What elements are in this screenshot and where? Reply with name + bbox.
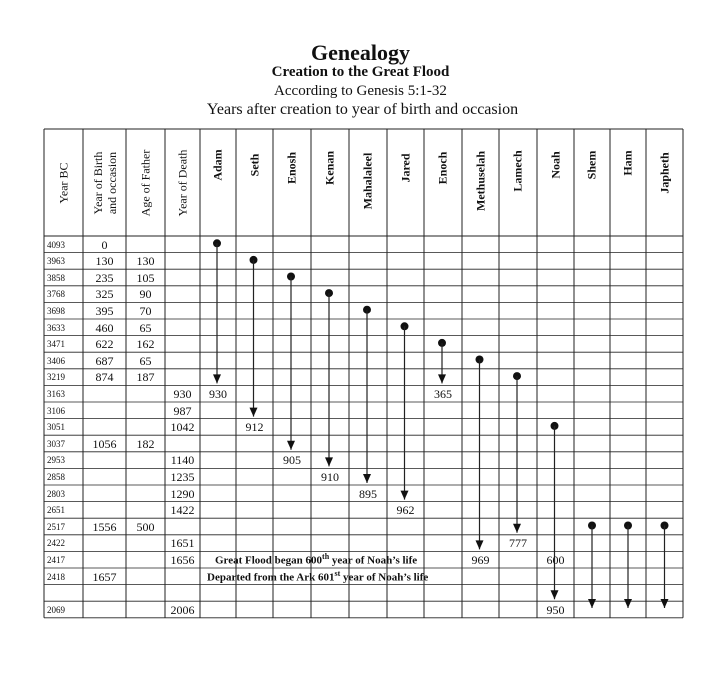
ark-departure-note-text: Departed from the Ark 601 (207, 571, 335, 584)
death-arrow (213, 374, 221, 383)
column-header-person: Shem (584, 151, 599, 180)
column-header-age-of-father: Age of Father (138, 149, 152, 217)
cell-year-of-birth: 622 (95, 337, 114, 352)
death-arrow (513, 524, 521, 533)
cell-year-of-birth: 460 (95, 320, 114, 335)
cell-year-bc: 2651 (47, 505, 65, 516)
column-header-person: Adam (210, 149, 225, 182)
column-header-person: Mahalaleel (360, 152, 375, 210)
cell-age-of-father: 130 (136, 254, 155, 269)
column-header-person: Enoch (435, 151, 450, 185)
lifespan-age-at-death: 910 (321, 469, 339, 484)
cell-year-bc: 4093 (47, 239, 65, 250)
death-arrow (250, 408, 258, 417)
lifespan-age-at-death: 969 (471, 552, 490, 567)
lifespan-age-at-death: 895 (359, 486, 377, 501)
cell-year-bc: 3106 (47, 405, 65, 416)
cell-age-of-father: 105 (136, 270, 155, 285)
column-header-person: Noah (548, 151, 562, 180)
death-arrow (661, 599, 669, 608)
cell-year-of-birth: 687 (95, 353, 114, 368)
cell-year-bc: 3037 (47, 438, 65, 449)
ark-departure-note-suffix: year of Noah’s life (340, 571, 429, 584)
cell-year-bc: 2422 (47, 538, 65, 549)
cell-age-of-father: 187 (136, 370, 155, 385)
lifespan-age-at-death: 962 (396, 503, 415, 518)
column-header-person: Seth (247, 154, 261, 177)
cell-age-of-father: 65 (139, 353, 152, 368)
column-header-year-of-birth (91, 152, 119, 215)
lifespan-age-at-death: 930 (209, 386, 227, 401)
cell-year-bc: 3219 (47, 372, 65, 383)
cell-age-of-father: 70 (139, 303, 152, 318)
cell-year-of-birth: 395 (95, 303, 114, 318)
cell-year-of-death: 1290 (170, 486, 195, 501)
column-header-year-of-birth-line1: Year of Birth (90, 151, 105, 215)
cell-year-of-death: 2006 (170, 602, 195, 617)
column-header-year-of-birth-line2: and occasion (104, 151, 119, 215)
cell-age-of-father: 90 (139, 287, 152, 302)
cell-year-bc: 3768 (47, 289, 65, 300)
cell-year-of-death: 1651 (170, 536, 195, 551)
cell-year-of-birth: 0 (101, 237, 108, 252)
lifespan-age-at-death: 777 (509, 536, 527, 551)
cell-age-of-father: 162 (136, 337, 155, 352)
cell-year-bc: 3163 (47, 388, 65, 399)
cell-year-of-death: 1140 (170, 453, 195, 468)
cell-year-of-death: 1656 (170, 552, 195, 567)
cell-year-of-birth: 874 (95, 370, 114, 385)
lifespan-age-at-death: 950 (546, 602, 565, 617)
cell-year-of-birth: 130 (95, 254, 114, 269)
cell-year-bc: 2803 (47, 488, 65, 499)
cell-year-of-death: 987 (173, 403, 192, 418)
column-header-year-bc: Year BC (56, 162, 70, 204)
death-arrow (287, 441, 295, 450)
column-header-person: Methuselah (473, 151, 487, 211)
cell-year-of-death: 930 (173, 386, 192, 401)
death-arrow (588, 599, 596, 608)
cell-year-of-birth: 1556 (92, 519, 117, 534)
lifespan-age-at-death: 905 (283, 453, 301, 468)
cell-year-bc: 2069 (47, 604, 65, 615)
column-header-person: Japheth (657, 152, 671, 194)
cell-year-bc: 2418 (47, 571, 65, 582)
page-title: Genealogy (311, 40, 410, 65)
noah-age-at-flood: 600 (546, 552, 565, 567)
great-flood-note-suffix: year of Noah’s life (329, 555, 418, 568)
cell-age-of-father: 500 (136, 519, 155, 534)
death-arrow (438, 374, 446, 383)
cell-year-bc: 3963 (47, 256, 65, 267)
column-header-person: Ham (620, 150, 635, 176)
column-header-person: Jared (398, 153, 412, 183)
cell-year-bc: 3051 (47, 422, 65, 433)
cell-year-of-birth: 235 (95, 270, 114, 285)
cell-year-of-birth: 1056 (92, 436, 117, 451)
cell-year-bc: 3406 (47, 355, 65, 366)
cell-year-of-birth: 1657 (92, 569, 117, 584)
ark-departure-note-ordinal: st (334, 569, 341, 578)
cell-age-of-father: 65 (139, 320, 152, 335)
column-header-year-of-death: Year of Death (175, 149, 189, 217)
cell-year-bc: 3633 (47, 322, 65, 333)
cell-year-bc: 2953 (47, 455, 65, 466)
chart-description: Years after creation to year of birth and occasion (206, 101, 519, 118)
column-header-person: Kenan (322, 150, 337, 186)
cell-year-bc: 3698 (47, 305, 65, 316)
column-header-person: Lamech (510, 149, 525, 192)
cell-year-of-birth: 325 (95, 287, 114, 302)
cell-age-of-father: 182 (136, 436, 155, 451)
death-arrow (551, 590, 559, 599)
death-arrow (401, 491, 409, 500)
cell-year-of-death: 1042 (170, 420, 195, 435)
cell-year-of-death: 1235 (170, 469, 195, 484)
column-header-person: Enosh (284, 151, 299, 185)
lifespan-age-at-death: 365 (434, 386, 452, 401)
great-flood-note (215, 552, 417, 567)
death-arrow (325, 457, 333, 466)
death-arrow (476, 540, 484, 549)
great-flood-note-ordinal: th (322, 552, 330, 562)
cell-year-bc: 3858 (47, 272, 65, 283)
cell-year-of-death: 1422 (170, 503, 195, 518)
ark-departure-note (207, 569, 428, 584)
cell-year-bc: 3471 (47, 339, 65, 350)
page-subtitle: Creation to the Great Flood (271, 64, 450, 80)
cell-year-bc: 2858 (47, 471, 65, 482)
death-arrow (363, 474, 371, 483)
death-arrow (624, 599, 632, 608)
cell-year-bc: 2417 (47, 554, 65, 565)
great-flood-note-text: Great Flood began 600 (215, 555, 323, 568)
lifespan-age-at-death: 912 (245, 420, 264, 435)
cell-year-bc: 2517 (47, 521, 65, 532)
scripture-reference: According to Genesis 5:1-32 (274, 83, 447, 99)
